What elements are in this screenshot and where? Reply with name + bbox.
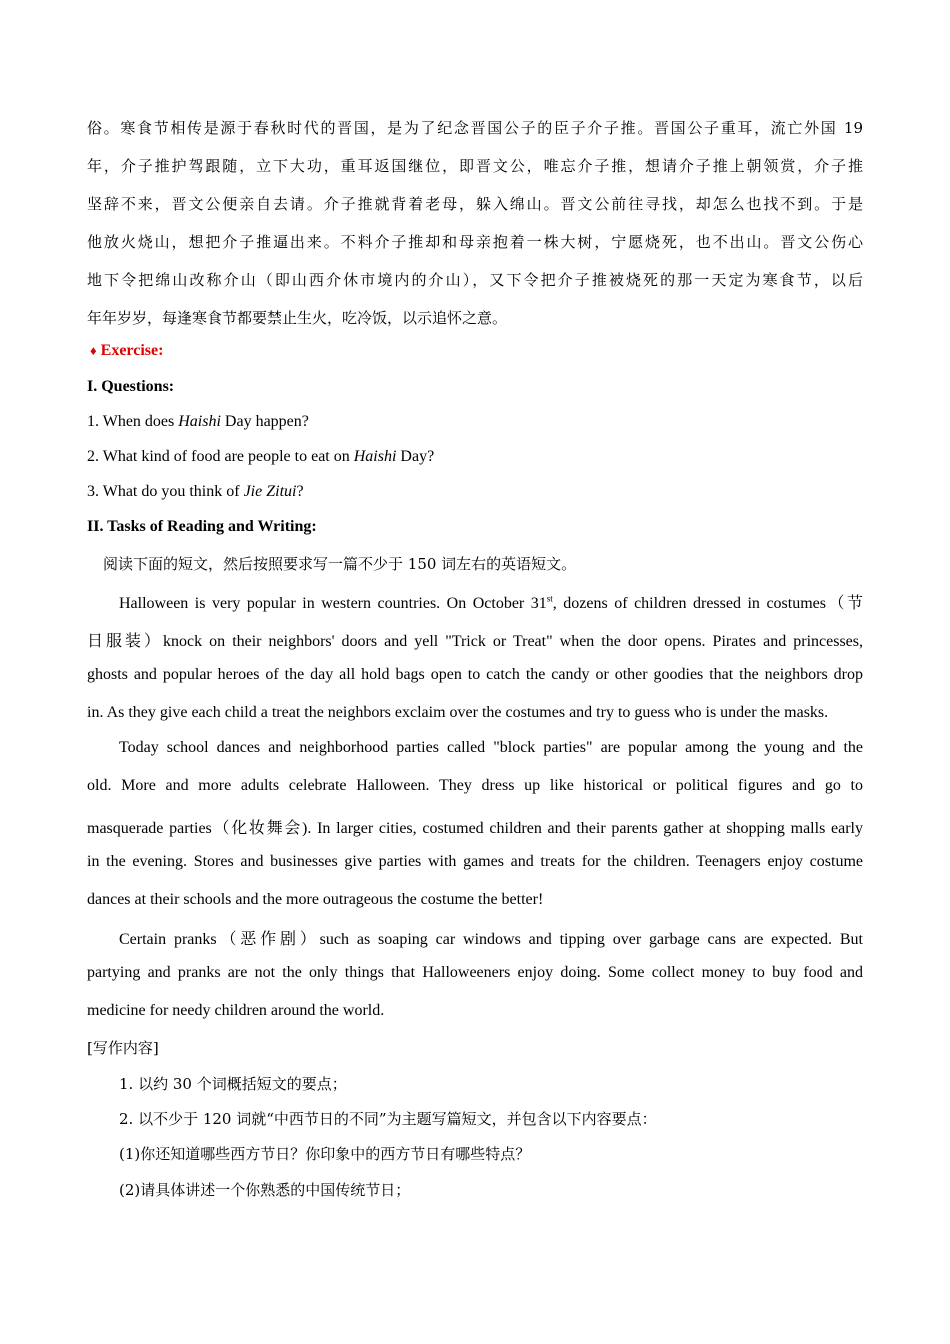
passage-p2-line-5: dances at their schools and the more outrageous the costume the better!: [87, 891, 544, 908]
question-3-post: ?: [296, 483, 304, 500]
question-2-post: Day?: [396, 448, 435, 465]
question-2: [87, 448, 863, 466]
question-1-em: Haishi: [178, 413, 221, 430]
passage-p2-line-2: old. More and more adults celebrate Halloween. They dress up like historical or political figures and go to: [87, 777, 863, 794]
intro-line-3: 坚辞不来，晋文公便亲自去请。介子推就背着老母，躲入绵山。晋文公前往寻找，却怎么也找不到。于是: [87, 195, 863, 213]
intro-line-2: 年，介子推护驾跟随，立下大功，重耳返国继位，即晋文公，唯忘介子推，想请介子推上朝领赏，介子推: [87, 157, 863, 175]
passage-p1-post: , dozens of children dressed in costumes（节: [552, 595, 863, 612]
passage-p3-line-1: Certain pranks（恶作剧）such as soaping car windows and tipping over garbage cans are expected. But: [119, 931, 863, 948]
passage-p2-line-4: in the evening. Stores and businesses give parties with games and treats for the children. Teenagers enjoy costume: [87, 853, 863, 870]
passage-p1-line-4: in. As they give each child a treat the neighbors exclaim over the costumes and try to guess who is under the masks.: [87, 704, 829, 721]
question-2-em: Haishi: [353, 448, 397, 465]
writing-heading: [写作内容]: [87, 1039, 159, 1057]
passage-p3-line-3: medicine for needy children around the world.: [87, 1002, 385, 1019]
question-3-em: Jie Zitui: [243, 483, 297, 500]
passage-p3-line-2: partying and pranks are not the only things that Halloweeners enjoy doing. Some collect money to buy food and: [87, 964, 863, 981]
question-1-pre: 1. When does: [87, 413, 179, 430]
section-questions-title: I. Questions:: [87, 378, 175, 395]
task-instruction: 阅读下面的短文，然后按照要求写一篇不少于 150 词左右的英语短文。: [103, 555, 577, 573]
intro-line-5: 地下令把绵山改称介山（即山西介休市境内的介山），又下令把介子推被烧死的那一天定为寒食节，以后: [87, 271, 863, 289]
exercise-label: Exercise:: [100, 342, 164, 359]
intro-line-4: 他放火烧山，想把介子推逼出来。不料介子推却和母亲抱着一株大树，宁愿烧死，也不出山。晋文公伤心: [87, 233, 863, 251]
section-tasks-title: II. Tasks of Reading and Writing:: [87, 518, 317, 535]
writing-item-2: 2. 以不少于 120 词就“中西节日的不同”为主题写篇短文，并包含以下内容要点：: [119, 1110, 657, 1128]
question-3-pre: 3. What do you think of: [87, 483, 244, 500]
question-3: [87, 483, 863, 501]
question-1-post: Day happen?: [220, 413, 309, 430]
passage-p1-line-3: ghosts and popular heroes of the day all hold bags open to catch the candy or other goodies that the neighbors drop: [87, 666, 863, 683]
passage-p1-pre: Halloween is very popular in western countries. On October 31: [119, 595, 547, 612]
question-2-pre: 2. What kind of food are people to eat on: [87, 448, 354, 465]
intro-line-6: 年年岁岁，每逢寒食节都要禁止生火，吃冷饭，以示追怀之意。: [87, 309, 508, 327]
writing-subitem-1: (1)你还知道哪些西方节日？你印象中的西方节日有哪些特点？: [119, 1145, 531, 1163]
passage-p1-sup: st: [546, 593, 553, 604]
passage-p1-line-2: 日服装）knock on their neighbors' doors and yell "Trick or Treat" when the door opens. Pirates and princesses,: [87, 633, 863, 650]
diamond-icon: ♦: [90, 343, 97, 358]
intro-line-1: 俗。寒食节相传是源于春秋时代的晋国，是为了纪念晋国公子的臣子介子推。晋国公子重耳，流亡外国 19: [87, 119, 863, 137]
passage-p1-line-1: [119, 590, 863, 612]
question-1: [87, 413, 863, 431]
passage-p2-line-3: masquerade parties（化妆舞会). In larger cities, costumed children and their parents gather at shopping malls early: [87, 820, 863, 837]
exercise-heading: [90, 342, 866, 360]
writing-item-1: 1. 以约 30 个词概括短文的要点；: [119, 1075, 347, 1093]
passage-p2-line-1: Today school dances and neighborhood parties called "block parties" are popular among the young and the: [119, 739, 863, 756]
writing-subitem-2: (2)请具体讲述一个你熟悉的中国传统节日；: [119, 1181, 411, 1199]
